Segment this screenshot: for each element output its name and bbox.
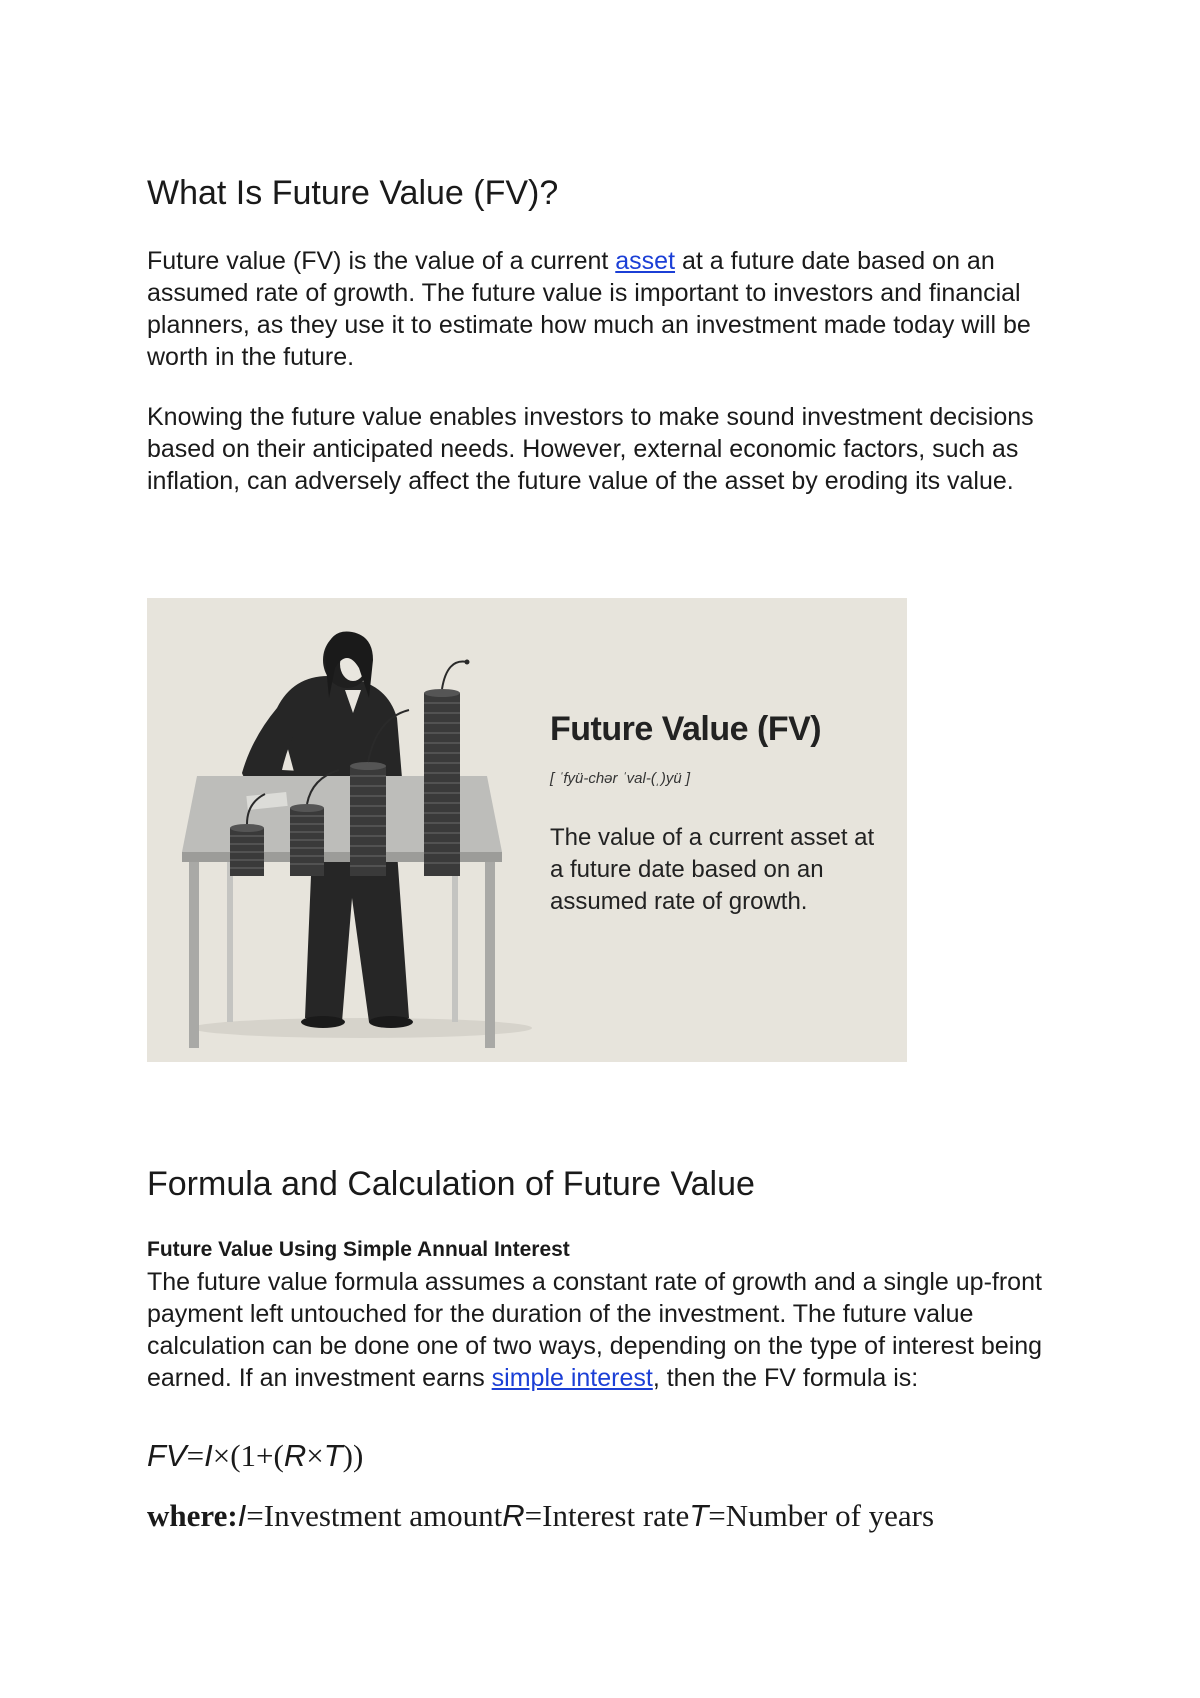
formula-variable-definitions — [147, 1498, 934, 1534]
coin-stack-1 — [230, 824, 264, 876]
intro-paragraph — [147, 245, 1067, 373]
formula-t: T — [323, 1438, 343, 1473]
intro-text-start: Future value (FV) is the value of a current — [147, 247, 616, 275]
formula-equals: = — [186, 1438, 205, 1473]
simple-interest-link[interactable]: simple interest — [491, 1364, 653, 1392]
formula-r: R — [283, 1438, 307, 1473]
formula-paragraph — [147, 1266, 1067, 1394]
figure-title: Future Value (FV) — [550, 710, 822, 748]
section-heading-future-value: What Is Future Value (FV)? — [147, 174, 559, 212]
formula-fv: FV — [147, 1438, 187, 1473]
intro-text-end: at a future date based on an assumed rate of growth. The future value is important to investors and financial planners, as they use it to estimate how much an investment made today will be worth in the future. — [147, 247, 1031, 371]
figure-pronunciation: [ ˈfyü-chər ˈval-(ˌ)yü ] — [550, 770, 691, 787]
where-t-def: =Number of years — [708, 1498, 935, 1533]
where-t: T — [689, 1498, 709, 1533]
where-i: I — [237, 1498, 247, 1533]
coin-stack-2 — [290, 804, 324, 876]
future-value-illustration — [147, 598, 907, 1062]
section-heading-formula: Formula and Calculation of Future Value — [147, 1165, 755, 1203]
fv-formula — [147, 1438, 363, 1474]
coin-stack-3 — [350, 762, 386, 876]
formula-text-start: The future value formula assumes a constant rate of growth and a single up-front payment left untouched for the duration of the investment. The future value calculation can be done one of two ways, depending on the type of interest being earned. If an investment earns — [147, 1268, 1043, 1392]
asset-link[interactable]: asset — [615, 247, 676, 275]
formula-i: I — [204, 1438, 213, 1473]
formula-text-end: , then the FV formula is: — [652, 1364, 919, 1392]
inflation-paragraph: Knowing the future value enables investors to make sound investment decisions based on their anticipated needs. However, external economic factors, such as inflation, can adversely affect the future value of the asset by eroding its value. — [147, 403, 1034, 495]
where-r-def: =Interest rate — [524, 1498, 690, 1533]
where-label: where: — [147, 1498, 238, 1533]
formula-mid: ×(1+( — [212, 1438, 284, 1473]
where-r: R — [502, 1498, 525, 1533]
figure-definition: The value of a current asset at a future date based on an assumed rate of growth. — [550, 824, 875, 915]
formula-times: × — [306, 1438, 324, 1473]
subheading-simple-interest: Future Value Using Simple Annual Interest — [147, 1238, 570, 1261]
coin-stack-4 — [424, 689, 460, 876]
formula-end: )) — [342, 1438, 364, 1473]
where-i-def: =Investment amount — [246, 1498, 503, 1533]
